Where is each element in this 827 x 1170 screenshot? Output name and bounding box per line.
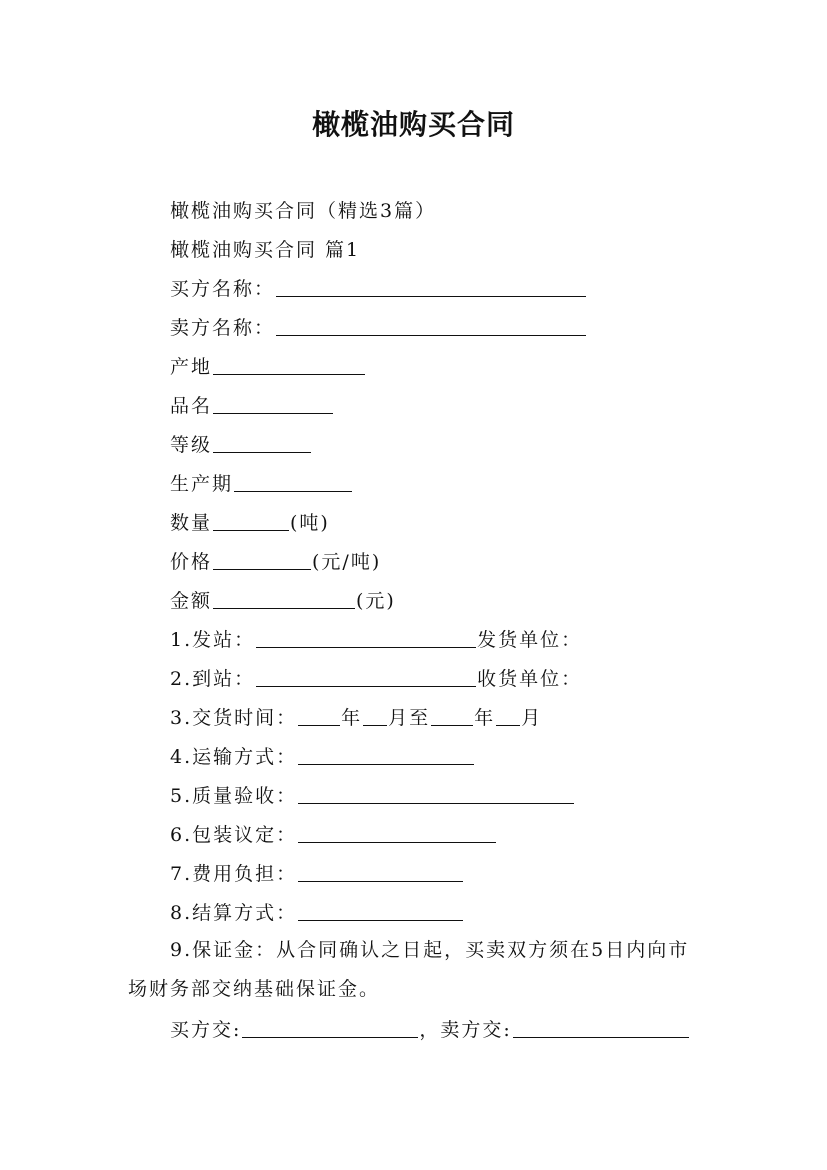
item-1-label: 1.发站： xyxy=(170,629,256,651)
item-4-row xyxy=(170,744,475,770)
item-6-blank[interactable] xyxy=(298,822,496,843)
origin-blank[interactable] xyxy=(213,354,365,375)
item-9-paragraph: 9.保证金：从合同确认之日起，买卖双方须在5日内向市场财务部交纳基础保证金。 xyxy=(128,939,690,1000)
product-name-row xyxy=(170,393,334,419)
quantity-unit: (吨) xyxy=(290,512,330,534)
section-heading: 橄榄油购买合同 篇1 xyxy=(170,239,361,261)
seller-name-blank[interactable] xyxy=(276,315,586,336)
item-3-label: 3.交货时间： xyxy=(170,707,298,729)
item-2-label: 2.到站： xyxy=(170,668,256,690)
item-7-label: 7.费用负担： xyxy=(170,863,298,885)
price-unit: (元/吨) xyxy=(312,551,382,573)
item-2-tail: 收货单位： xyxy=(477,668,583,690)
item-7-row xyxy=(170,861,464,887)
item-6-row xyxy=(170,822,497,848)
amount-unit: (元) xyxy=(356,590,396,612)
buyer-pay-label: 买方交: xyxy=(170,1019,242,1041)
production-date-blank[interactable] xyxy=(234,471,352,492)
month-2-label: 月 xyxy=(521,707,543,729)
item-7-blank[interactable] xyxy=(298,861,463,882)
item-1-tail: 发货单位： xyxy=(477,629,583,651)
price-blank[interactable] xyxy=(213,549,311,570)
seller-name-label: 卖方名称： xyxy=(170,317,276,339)
year-1-label: 年 xyxy=(341,707,363,729)
month-1-blank[interactable] xyxy=(363,705,387,726)
item-5-row xyxy=(170,783,575,809)
buyer-pay-blank[interactable] xyxy=(242,1017,418,1038)
origin-label: 产地 xyxy=(170,356,213,378)
buyer-name-label: 买方名称： xyxy=(170,278,276,300)
item-2-blank[interactable] xyxy=(256,666,476,687)
grade-blank[interactable] xyxy=(213,432,311,453)
seller-name-row xyxy=(170,315,587,341)
item-4-blank[interactable] xyxy=(298,744,474,765)
year-2-label: 年 xyxy=(474,707,496,729)
quantity-label: 数量 xyxy=(170,512,213,534)
item-5-blank[interactable] xyxy=(298,783,574,804)
year-1-blank[interactable] xyxy=(298,705,340,726)
production-date-label: 生产期 xyxy=(170,473,234,495)
seller-pay-blank[interactable] xyxy=(513,1017,689,1038)
amount-label: 金额 xyxy=(170,590,213,612)
buyer-name-blank[interactable] xyxy=(276,276,586,297)
document-title: 橄榄油购买合同 xyxy=(311,108,515,141)
buyer-name-row xyxy=(170,276,587,302)
product-name-label: 品名 xyxy=(170,395,213,417)
deposit-row xyxy=(170,1017,690,1043)
amount-blank[interactable] xyxy=(213,588,355,609)
item-1-blank[interactable] xyxy=(256,627,476,648)
item-8-label: 8.结算方式： xyxy=(170,902,298,924)
item-3-row xyxy=(170,705,542,731)
item-2-row xyxy=(170,666,582,692)
price-label: 价格 xyxy=(170,551,213,573)
quantity-blank[interactable] xyxy=(213,510,289,531)
origin-row xyxy=(170,354,366,380)
quantity-row xyxy=(170,510,330,536)
month-1-label: 月至 xyxy=(388,707,431,729)
document-subtitle: 橄榄油购买合同（精选3篇） xyxy=(170,200,437,222)
production-date-row xyxy=(170,471,353,497)
month-2-blank[interactable] xyxy=(496,705,520,726)
price-row xyxy=(170,549,381,575)
item-1-row xyxy=(170,627,582,653)
amount-row xyxy=(170,588,396,614)
grade-label: 等级 xyxy=(170,434,213,456)
product-name-blank[interactable] xyxy=(213,393,333,414)
item-5-label: 5.质量验收： xyxy=(170,785,298,807)
seller-pay-label: ，卖方交: xyxy=(419,1019,512,1041)
item-8-blank[interactable] xyxy=(298,900,463,921)
year-2-blank[interactable] xyxy=(431,705,473,726)
item-8-row xyxy=(170,900,464,926)
item-6-label: 6.包装议定： xyxy=(170,824,298,846)
grade-row xyxy=(170,432,312,458)
item-4-label: 4.运输方式： xyxy=(170,746,298,768)
